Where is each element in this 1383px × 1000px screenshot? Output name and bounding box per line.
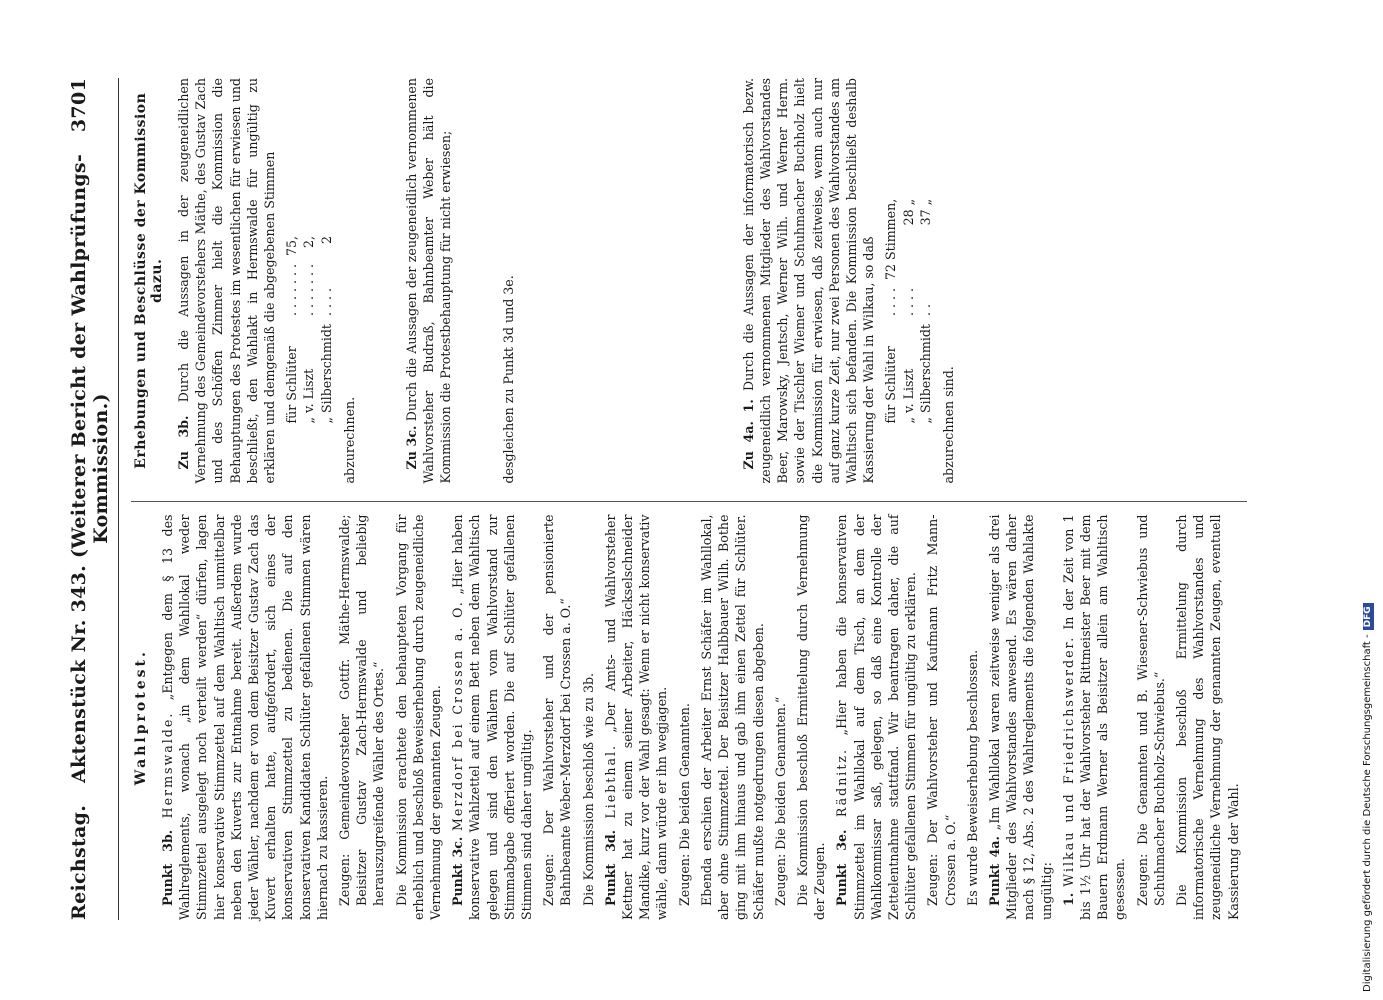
vote-row [318,232,335,428]
vote-label: „ v. Liszt [301,368,317,424]
votes-table-3b [283,232,335,428]
vote-label: „ Silberschmidt [318,324,334,424]
vote-row [900,195,917,428]
votes-table-4a [882,195,934,428]
vote-label: für Schlüter [284,346,300,424]
place-name: Liebthal. [602,743,618,819]
finding-3b [175,78,278,484]
paragraph-4a-1 [1060,515,1129,921]
vote-value: 2, [301,235,317,248]
point-label: Zu 3b. [176,415,191,470]
paragraph-text: Durch die Aussagen der informatorisch bezw. zeugeneidlich vernommenen Mitglieder des Wahlvorstandes Beer, Marowsky, Jentsch, Werner Wilh. und Werner Herm. sowie der Tischler Wiemer und Schuhmacher Buchholz hielt die Kommission für erwiesen, daß zeitweise, wenn auch nur auf ganz kurze Zeit, nur zwei Personen des Wahlvorstandes am Wahltisch sich befanden. Die Kommission beschließt deshalb Kassierung der Wahl in Wilkau, so daß [740,78,877,484]
point-label: Punkt 3b. [160,829,175,906]
spacer [522,78,562,484]
paragraph-text: „Entgegen dem § 13 des Wahlreglements, wonach „in dem Wahllokal weder Stimmzettel ausgelegt noch verteilt werden“ dürfen, lagen hier konservative Stimmzettel auf dem Wahltisch unmittelbar neben den Kuverts zur Entnahme bereit. Außerdem wurde jeder Wähler, nachdem er von dem Beisitzer Gustav Zach das Kuvert erhalten hatte, aufgefordert, sich eines der konservativen Stimmzettel zu bedienen. Die auf den konservativen Kandidaten Schlüter gefallenen Stimmen wären hiernach zu kassieren. [160,514,330,920]
point-label: Zu 3c. [404,425,420,470]
decision-3d: Die Kommission beschloß Ermittelung durch Vernehmung der Zeugen. [794,514,828,920]
vote-dots: . . . . [900,288,916,317]
witnesses-3c: Zeugen: Der Wahlvorsteher und der pensionierte Bahnbeamte Weber-Merzdorf bei Crossen a. O.“ [541,514,574,906]
place-name: Hermswalde. [160,711,175,819]
paragraph-4a [986,515,1055,921]
point-label: Zu 4a. 1. [740,399,756,470]
vote-label: für Schlüter [883,346,899,424]
paragraph-text: „Hier haben die konservativen Stimmzettel im Wahllokal auf dem Tisch, an dem der Wahlkommissar saß, gelegen, so daß eine Kontrolle der Zettelentnahme stattfand. Wir beantragen daher, die auf Schlüter gefallenen Stimmen für ungültig zu erklären. [834,514,919,920]
page-number: 3701 [68,78,90,133]
decision-3b: Die Kommission erachtete den behaupteten Vorgang für erheblich und beschloß Beweiserhebung durch zeugeneidliche Vernehmung der genannten Zeugen. [393,514,444,920]
vote-dots: . . [917,304,933,317]
paragraph-3d [602,515,671,921]
finding-3c [403,78,455,484]
digitization-credit-text-wrap [1362,8,1374,992]
spacer [602,78,642,484]
place-name: Merzdorf bei Crossen a. O. [450,600,466,831]
place-name: Rädnitz. [834,747,850,818]
dfg-logo: DFG [1363,603,1374,630]
paragraph-text: In der Zeit von 1 bis 1½ Uhr hat der Wahlvorsteher Rittmeister Beer mit dem Bauern Erdmann Werner als Beisitzer allein am Wahltisch gesessen. [1060,514,1128,920]
vote-row [917,195,934,428]
right-column [131,78,1247,488]
page-header [68,78,119,920]
left-column-title: Wahlprotest. [133,649,149,786]
finding-3d-3e: desgleichen zu Punkt 3d und 3e. [500,275,516,484]
header-title: Aktenstück Nr. 343. (Weiterer Bericht der Wahlprüfungs-Kommission.) [68,153,112,784]
paragraph-text: Durch die Aussagen der zeugeneidlich vernommenen Wahlvorsteher Budraß, Bahnbeamter Weber hält die Kommission die Protestbehauptung für nicht erwiesen; [404,78,454,484]
point-label: 1. [1060,892,1076,906]
vote-value: 37 „ [917,198,933,226]
witnesses-3b: Zeugen: Gemeindevorsteher Gottfr. Mäthe-Hermswalde; Beisitzer Gustav Zach-Hermswalde und beliebig herauszugreifende Wähler des Ortes.“ [337,514,387,906]
point-label: Punkt 3d. [602,829,618,906]
vote-value: 72 Stimmen, [883,198,899,280]
right-column-title: Erhebungen und Beschlüsse der Kommission dazu. [133,92,165,469]
paragraph-text: Durch die Aussagen in der zeugeneidlichen Vernehmung des Gemeindevorstehers Mäthe, des Gustav Zach und des Schöffen Zimmer hielt die Kommission die Behauptungen des Protestes im wesentlichen für erwiesen und beschließt, den Wahlakt in Hermswalde für ungültig zu erklären und demgemäß die abgegebenen Stimmen [176,78,278,484]
paragraph-text: „Hier haben konservative Wahlzettel auf einem Bett neben dem Wahltisch gelegen und sind den Wählern vom Wahlvorstand zur Stimmabgabe offeriert worden. Die auf Schlüter gefallenen Stimmen sind daher ungültig. [450,514,535,920]
point-label: Punkt 3e. [834,829,850,906]
vote-value: 2 [318,235,334,244]
decision-3c: Die Kommission beschloß wie zu 3b. [580,672,596,906]
left-column [131,502,1247,921]
vote-dots: . . . . [318,288,334,317]
witnesses-3d-b: Zeugen: Die beiden Genannten.“ [772,696,788,906]
two-columns [131,78,1247,920]
point-label: Punkt 4a. [986,836,1002,906]
vote-row [300,232,317,428]
vote-row [283,232,300,428]
finding-4a-1 [740,78,878,484]
spacer [562,78,602,484]
decision-3e: Es wurde Beweiserhebung beschlossen. [964,649,980,906]
paragraph-3c [449,515,535,921]
point-label: Punkt 3c. [450,836,466,906]
header-left: Reichstag. [68,804,90,920]
witnesses-3e: Zeugen: Der Wahlvorsteher und Kaufmann Fritz Mann-Crossen a. O.“ [925,514,958,906]
paragraph-3e [833,515,919,921]
paragraph-text: „Der Amts- und Wahlvorsteher Kettner hat zu einem seiner Arbeiter, Häckselschneider Mandike, kurz vor der Wahl gesagt: Wenn er nicht konservativ wähle, dann würde er ihn wegjagen. [602,514,670,920]
spacer [642,78,682,484]
digitization-credit-text: Digitalisierung gefördert durch die Deutsche Forschungsgemeinschaft - [1362,634,1373,992]
witnesses-4a: Zeugen: Die Genannten und B. Wiesener-Schwiebus und Schuhmacher Buchholz-Schwiebus.“ [1134,514,1167,906]
witnesses-3d-a: Zeugen: Die beiden Genannten. [676,703,692,906]
paragraph-3b [159,515,331,921]
spacer [363,78,403,484]
vote-dots: . . . . [883,288,899,317]
vote-dots: . . . . . . . [301,263,317,317]
spacer [722,78,740,484]
vote-value: 75, [284,235,300,256]
paragraph-text: „Im Wahllokal waren zeitweise weniger als drei Mitglieder des Wahlvorstandes anwesend. Es wären daher nach § 12, Abs. 2 des Wahlreglements die folgenden Wahlakte ungültig: [986,514,1054,920]
spacer [460,78,500,484]
finding-4a-end: abzurechnen sind. [941,366,957,484]
vote-label: „ Silberschmidt [917,324,933,424]
paragraph-3d-cont: Ebenda erschien der Arbeiter Ernst Schäfer im Wahllokal, aber ohne Stimmzettel. Der Beisitzer Halbbauer Wilh. Bothe ging mit ihm hinaus und gab ihm einen Zettel für Schlüter. Schäfer mußte notgedrungen diesen abgeben. [698,514,766,920]
finding-3b-end: abzurechnen. [341,396,357,484]
place-name: Wilkau und Friedrichswerder. [1060,635,1076,887]
decision-4a: Die Kommission beschloß Ermittelung durch informatorische Vernehmung des Wahlvorstandes und zeugeneidliche Vernehmung der genannten Zeugen, eventuell Kassierung der Wahl. [1173,514,1241,920]
vote-dots: . . . . . . . [284,263,300,317]
spacer [682,78,722,484]
digitization-credit [1362,8,1374,992]
vote-value: 28 „ [900,198,916,226]
vote-row [882,195,899,428]
vote-label: „ v. Liszt [900,368,916,424]
